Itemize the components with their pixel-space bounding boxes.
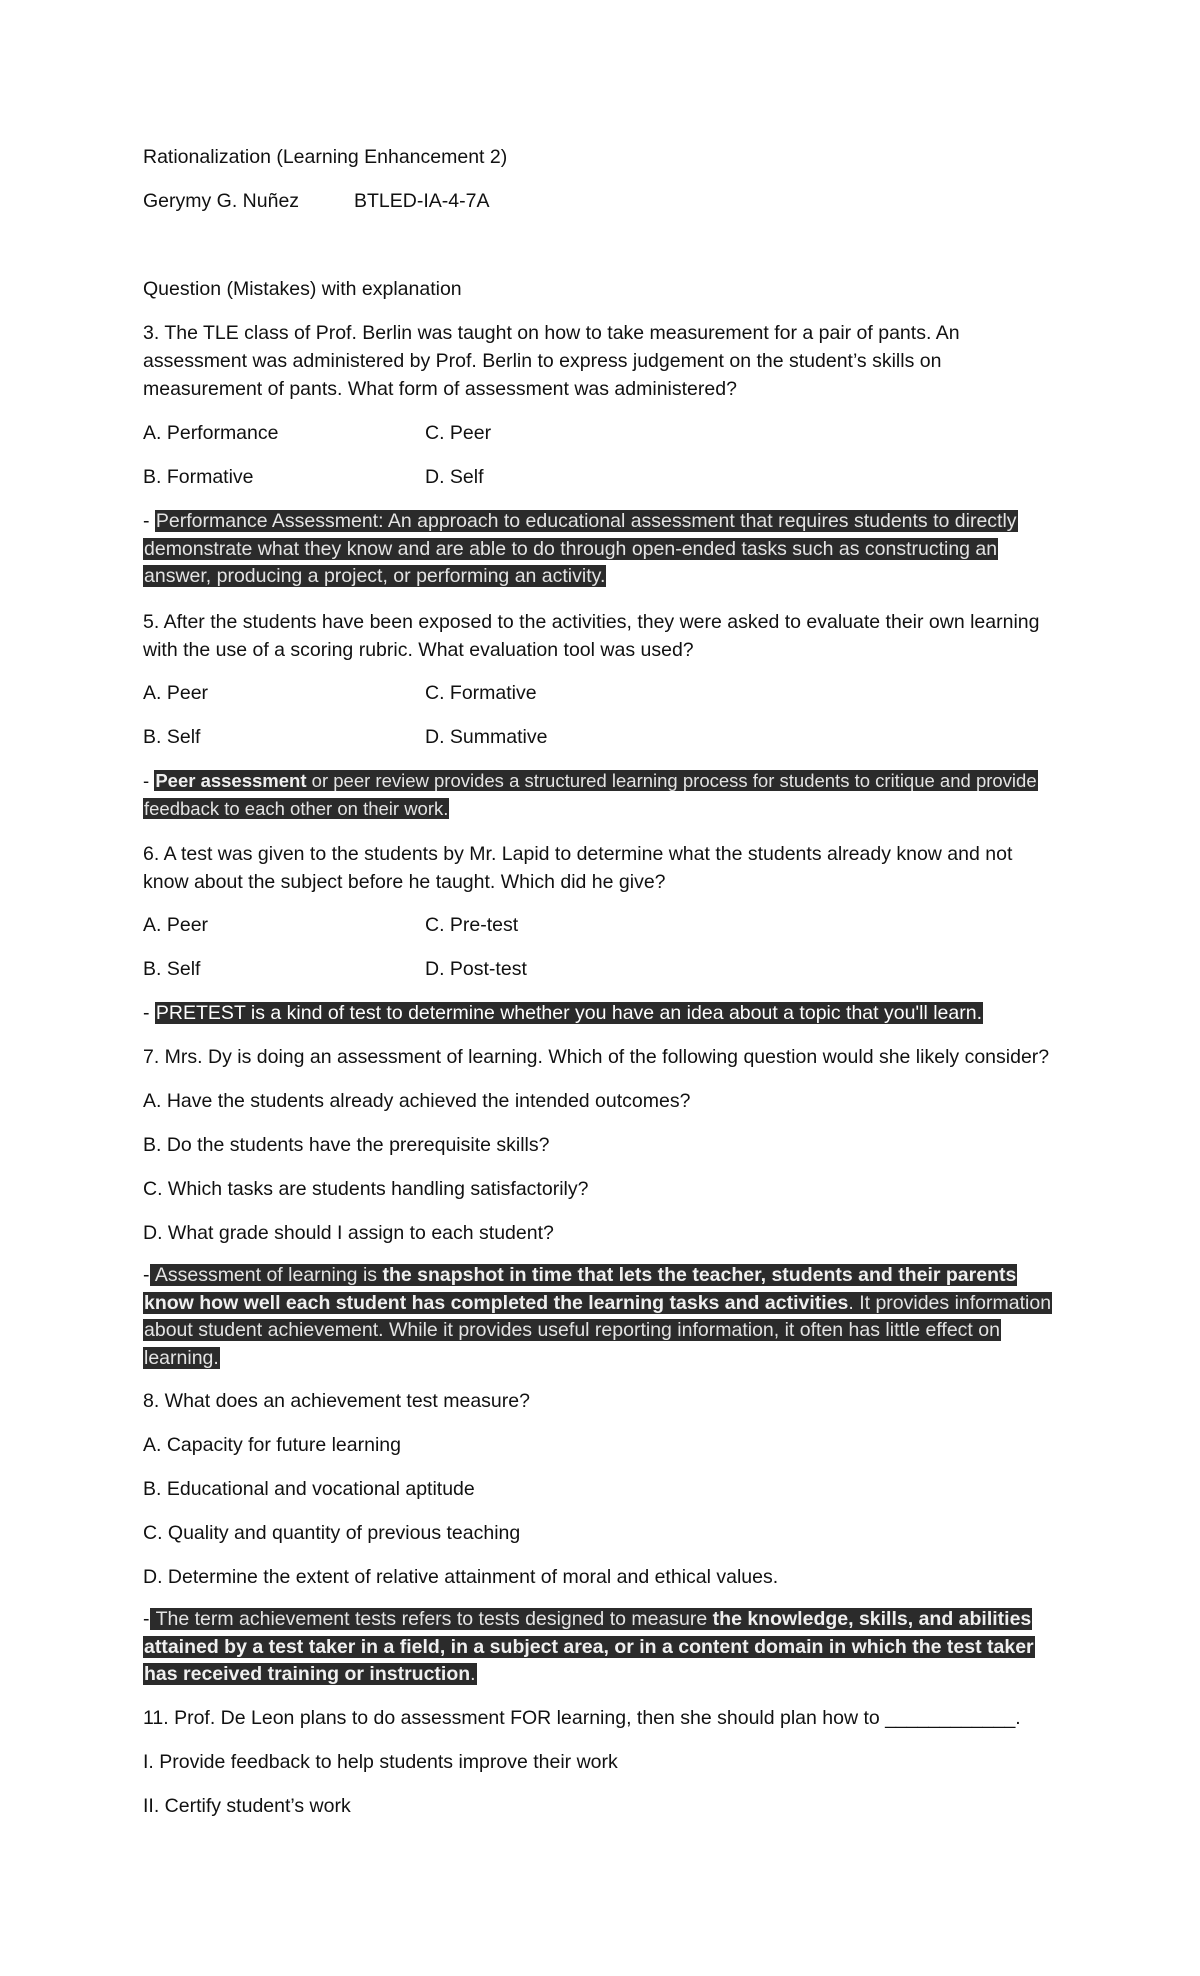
q5-explanation-text: or peer review provides a structured learning process for students to critique and provide feedback to each other on their work. bbox=[144, 770, 1037, 819]
q11-item-2: II. Certify student’s work bbox=[143, 1795, 351, 1817]
q5-explanation-bold: Peer assessment bbox=[155, 770, 307, 791]
q7-explanation-bold: the snapshot in time that lets the teacher, students and their parents know how well each student has completed the learning tasks and activities bbox=[144, 1264, 1017, 1314]
q3-option-a: A. Performance bbox=[143, 422, 279, 444]
q6-options-row-1 bbox=[143, 913, 519, 937]
q6-option-d: D. Post-test bbox=[425, 958, 527, 980]
q3-line-2: assessment was administered by Prof. Berlin to express judgement on the student’s skills on bbox=[143, 350, 942, 372]
q3-option-b: B. Formative bbox=[143, 466, 254, 488]
q5-explanation-dash: - bbox=[143, 770, 155, 791]
student-line bbox=[143, 189, 490, 213]
q3-explanation-text: Performance Assessment: An approach to educational assessment that requires students to directly demonstrate what they know and are able to do through open-ended tasks such as constructing an answer, producing a project, or performing an activity. bbox=[144, 510, 1017, 587]
student-name: Gerymy G. Nuñez bbox=[143, 190, 300, 212]
q7-explanation-text: . It provides information about student achievement. While it provides useful reporting information, it often has little effect on learning. bbox=[144, 1291, 1052, 1369]
q6-option-b: B. Self bbox=[143, 958, 201, 980]
q5-line-2: with the use of a scoring rubric. What evaluation tool was used? bbox=[143, 639, 694, 661]
q6-explanation bbox=[143, 1001, 983, 1025]
q5-explanation bbox=[143, 767, 1043, 822]
q5-option-c: C. Formative bbox=[425, 682, 537, 704]
q3-line-3: measurement of pants. What form of assessment was administered? bbox=[143, 378, 737, 400]
q11-line-1: 11. Prof. De Leon plans to do assessment FOR learning, then she should plan how to ____________. bbox=[143, 1707, 1021, 1729]
q8-explanation-bold: the knowledge, skills, and abilities attained by a test taker in a field, in a subject area, or in a content domain in which the test taker has received training or instruction bbox=[144, 1608, 1034, 1685]
q11-item-1: I. Provide feedback to help students improve their work bbox=[143, 1751, 618, 1773]
q6-option-a: A. Peer bbox=[143, 914, 209, 936]
q5-line-1: 5. After the students have been exposed to the activities, they were asked to evaluate their own learning bbox=[143, 611, 1040, 633]
q6-options-row-2 bbox=[143, 957, 527, 981]
q8-line-1: 8. What does an achievement test measure? bbox=[143, 1390, 530, 1412]
q7-option-c: C. Which tasks are students handling satisfactorily? bbox=[143, 1178, 589, 1200]
q3-line-1: 3. The TLE class of Prof. Berlin was taught on how to take measurement for a pair of pants. An bbox=[143, 322, 960, 344]
q7-explanation-dash: - bbox=[143, 1264, 150, 1286]
q3-explanation-dash: - bbox=[143, 510, 155, 532]
q7-explanation bbox=[143, 1262, 1058, 1372]
q3-options-row-1 bbox=[143, 421, 492, 445]
q7-explanation-lead: Assessment of learning is bbox=[150, 1264, 383, 1286]
document-title: Rationalization (Learning Enhancement 2) bbox=[143, 146, 508, 168]
q5-options-row-2 bbox=[143, 725, 548, 749]
q3-option-c: C. Peer bbox=[425, 422, 492, 444]
q5-option-d: D. Summative bbox=[425, 726, 548, 748]
q3-explanation bbox=[143, 508, 1048, 591]
q7-option-b: B. Do the students have the prerequisite skills? bbox=[143, 1134, 550, 1156]
q7-option-d: D. What grade should I assign to each student? bbox=[143, 1222, 554, 1244]
q7-option-a: A. Have the students already achieved the intended outcomes? bbox=[143, 1090, 691, 1112]
q8-explanation-text: . bbox=[470, 1663, 476, 1685]
q8-explanation-dash: - bbox=[143, 1608, 150, 1630]
q5-option-b: B. Self bbox=[143, 726, 201, 748]
q8-option-c: C. Quality and quantity of previous teaching bbox=[143, 1522, 521, 1544]
q5-options-row-1 bbox=[143, 681, 537, 705]
q8-explanation-lead: The term achievement tests refers to tests designed to measure bbox=[150, 1608, 713, 1630]
student-section: BTLED-IA-4-7A bbox=[354, 190, 490, 212]
q6-explanation-text: PRETEST is a kind of test to determine whether you have an idea about a topic that you'll learn. bbox=[155, 1002, 983, 1024]
q5-option-a: A. Peer bbox=[143, 682, 209, 704]
q8-option-a: A. Capacity for future learning bbox=[143, 1434, 401, 1456]
q6-option-c: C. Pre-test bbox=[425, 914, 519, 936]
q6-line-2: know about the subject before he taught. Which did he give? bbox=[143, 871, 666, 893]
q7-line-1: 7. Mrs. Dy is doing an assessment of learning. Which of the following question would she likely consider? bbox=[143, 1046, 1050, 1068]
q3-option-d: D. Self bbox=[425, 466, 484, 488]
q8-option-b: B. Educational and vocational aptitude bbox=[143, 1478, 475, 1500]
q6-explanation-dash: - bbox=[143, 1002, 155, 1024]
q3-options-row-2 bbox=[143, 465, 484, 489]
q8-explanation bbox=[143, 1606, 1053, 1689]
q8-option-d: D. Determine the extent of relative attainment of moral and ethical values. bbox=[143, 1566, 779, 1588]
q6-line-1: 6. A test was given to the students by Mr. Lapid to determine what the students already know and not bbox=[143, 843, 1013, 865]
section-subtitle: Question (Mistakes) with explanation bbox=[143, 278, 462, 300]
